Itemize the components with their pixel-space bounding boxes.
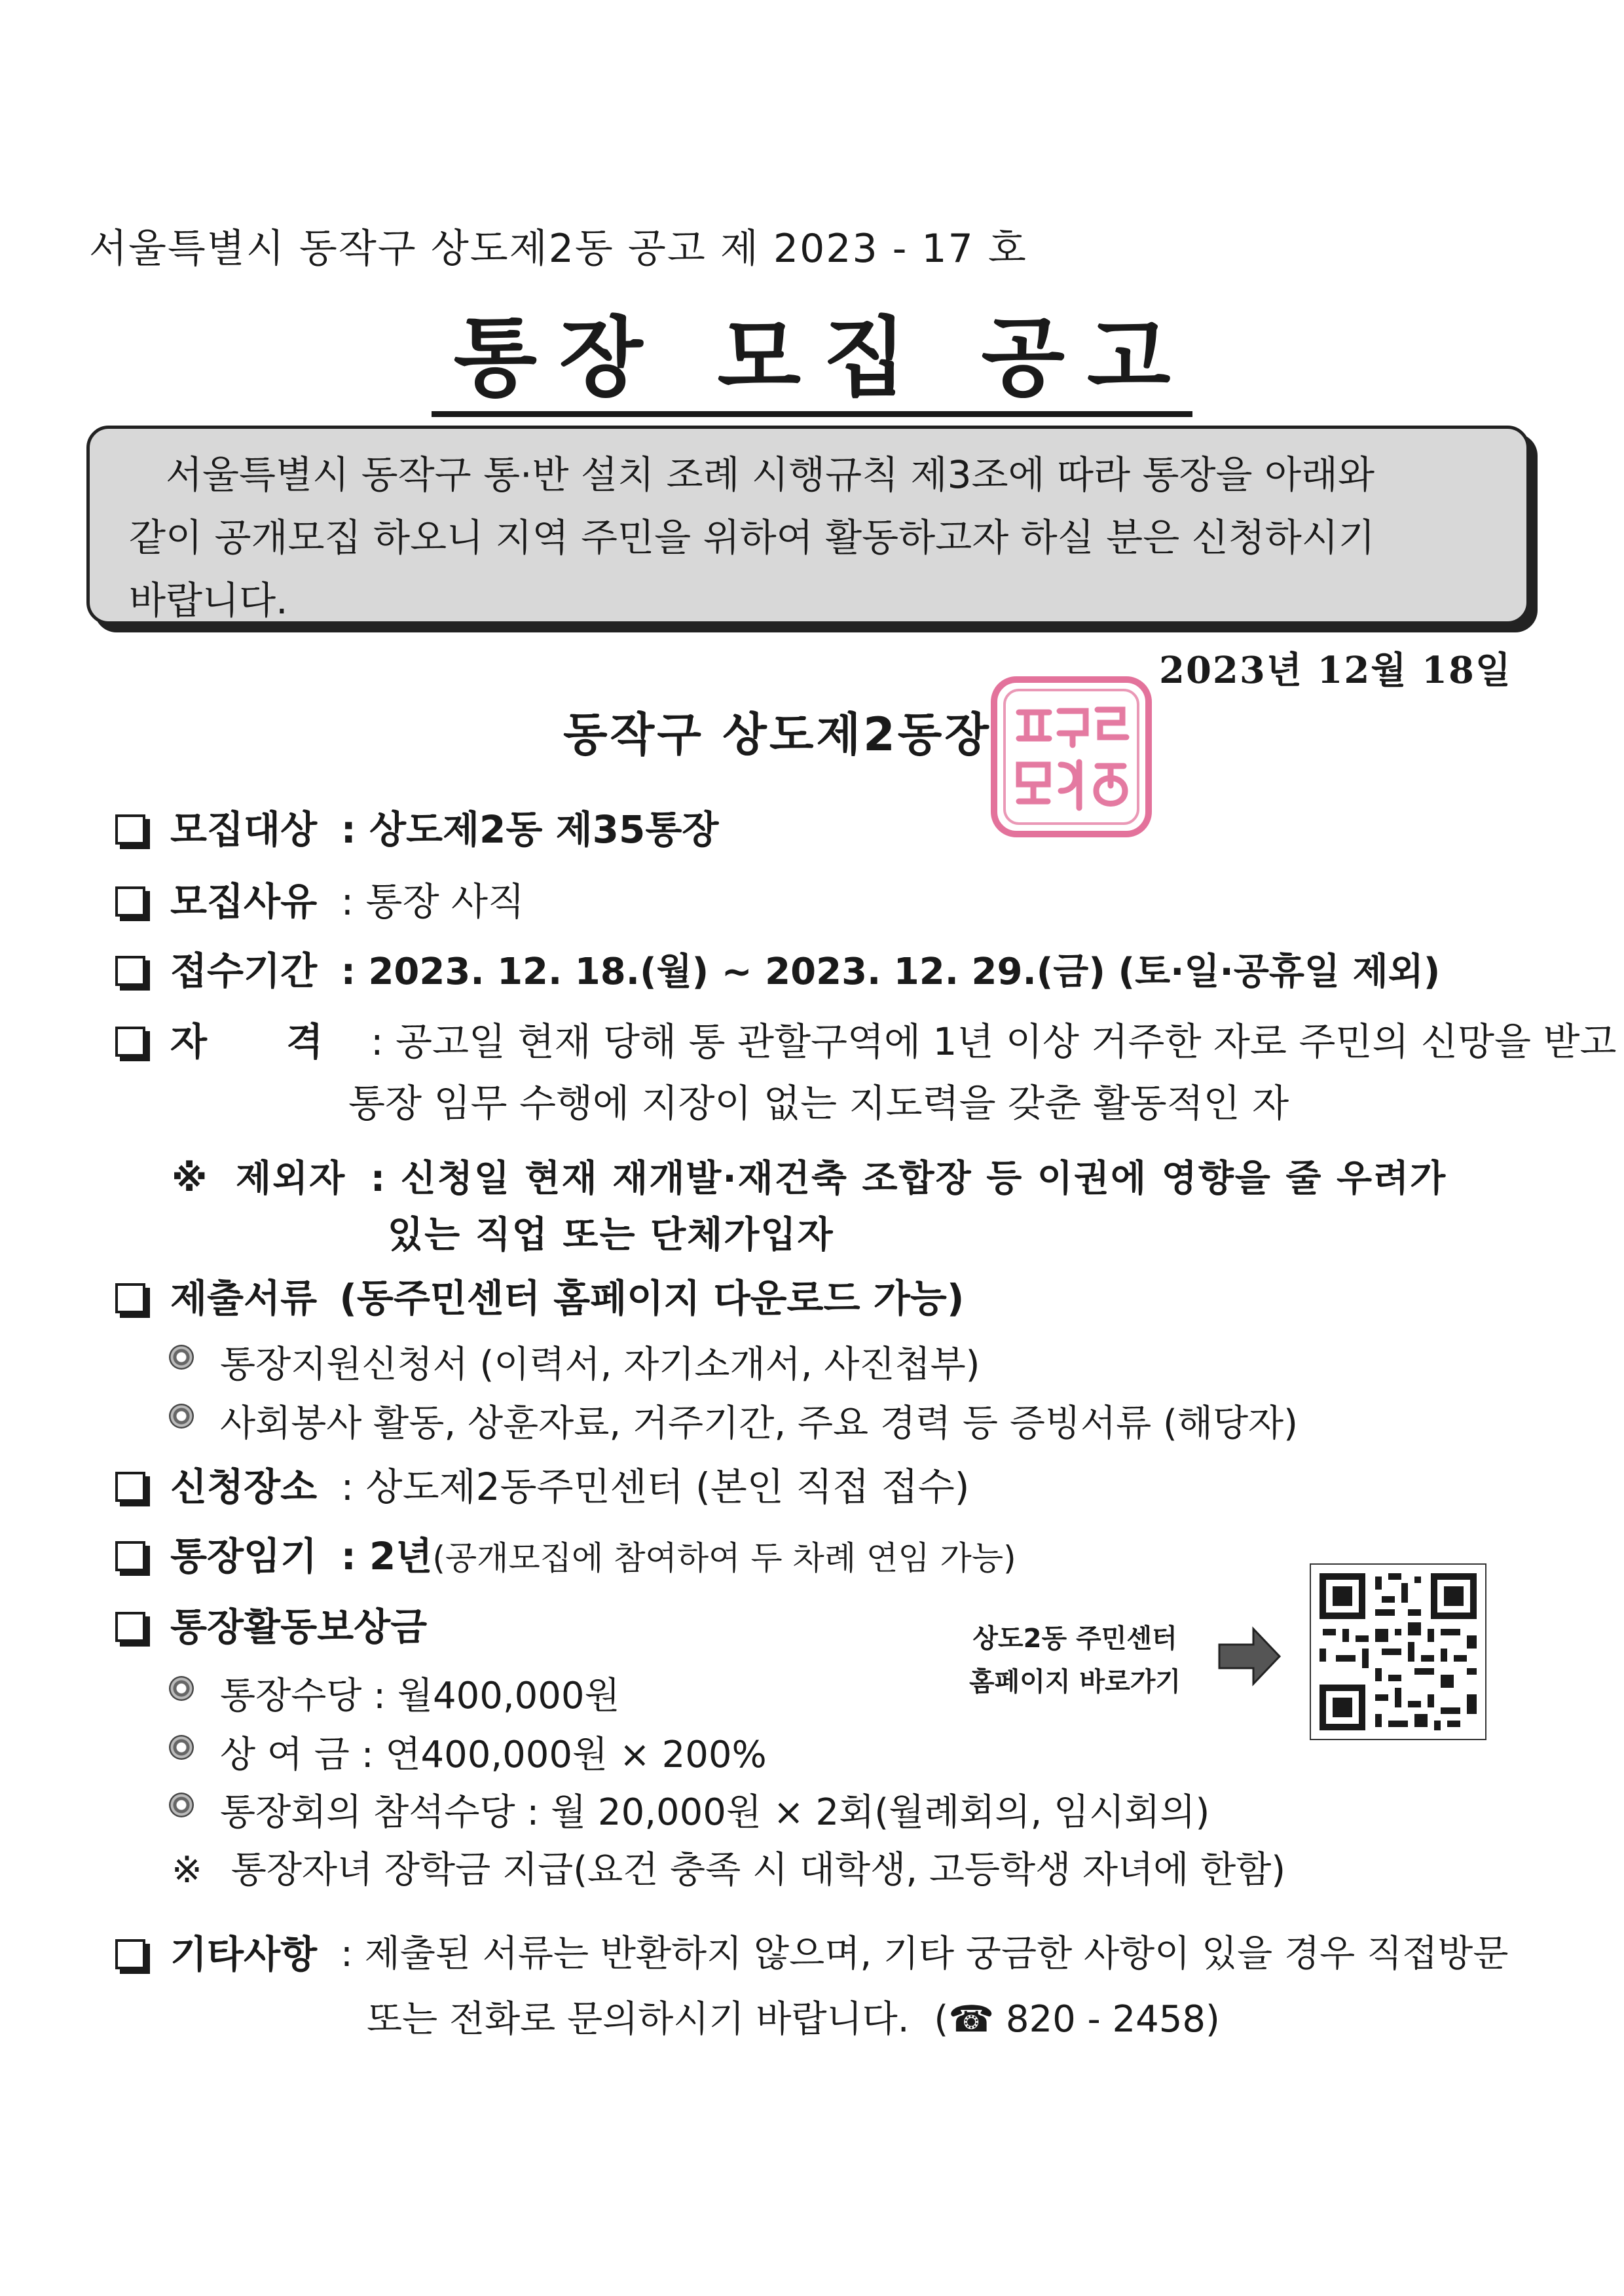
qr-caption-line-2: 홈페이지 바로가기 [969,1667,1181,1697]
exclusion-label: 제외자 [235,1157,346,1200]
circle-bullet-icon [169,1793,194,1817]
circle-bullet-icon [169,1735,194,1760]
page-title-wrapper [0,288,1624,412]
checkbox-square-icon [115,1027,145,1057]
term-note: (공개모집에 참여하여 두 차례 연임 가능) [432,1539,1016,1577]
document-number: 서울특별시 동작구 상도제2동 공고 제 2023 - 17 호 [89,226,1027,272]
checkbox-square-icon [115,1939,145,1969]
checkbox-square-icon [115,956,145,986]
official-seal-icon [987,673,1155,841]
intro-box [86,426,1530,625]
circle-bullet-icon [169,1404,194,1429]
documents-item-1-text: 통장지원신청서 (이력서, 자기소개서, 사진첩부) [220,1343,980,1386]
phone-icon: ☎ [948,1998,994,2041]
circle-bullet-icon [169,1345,194,1370]
compensation-note-text: 통장자녀 장학금 지급(요건 충족 시 대학생, 고등학생 자녀에 한함) [231,1849,1286,1891]
compensation-item-3-text: 통장회의 참석수당 : 월 20,000원 × 2회(월례회의, 임시회의) [220,1791,1210,1834]
intro-line-2: 같이 공개모집 하오니 지역 주민을 위하여 활동하고자 하실 분은 신청하시기 [129,515,1375,560]
documents-label: 제출서류 [170,1276,318,1321]
checkbox-square-icon [115,1472,145,1502]
period-value: : 2023. 12. 18.(월) ~ 2023. 12. 29.(금) (토·일·공휴일 제외) [341,951,1441,993]
intro-line-1: 서울특별시 동작구 통·반 설치 조례 시행규칙 제3조에 따라 통장을 아래와 [166,452,1375,497]
etc-label: 기타사항 [170,1932,318,1977]
checkbox-square-icon [115,814,145,845]
etc-line-1: : 제출된 서류는 반환하지 않으며, 기타 궁금한 사항이 있을 경우 직접방문 [341,1933,1509,1975]
exclusion-line-2: 있는 직업 또는 단체가입자 [388,1214,834,1256]
compensation-item-1-text: 통장수당 : 월400,000원 [220,1675,620,1717]
place-value: : 상도제2동주민센터 (본인 직접 접수) [341,1465,970,1509]
checkbox-square-icon [115,1283,145,1313]
documents-value: (동주민센터 홈페이지 다운로드 가능) [339,1276,965,1321]
exclusion-mark: ※ [172,1157,209,1200]
qr-caption-line-1: 상도2동 주민센터 [972,1624,1177,1654]
term-label: 통장임기 [170,1534,318,1578]
checkbox-square-icon [115,1541,145,1571]
term-value: : 2년 [341,1534,433,1578]
homepage-qr-code[interactable] [1310,1563,1486,1740]
target-label: 모집대상 [170,807,318,852]
reason-value: : 통장 사직 [341,879,525,924]
etc-line-2-wrapper: 또는 전화로 문의하시기 바랍니다. (☎ 820 - 2458) [367,1998,1220,2041]
period-label: 접수기간 [170,949,318,993]
checkbox-square-icon [115,1612,145,1642]
notice-date: 2023년 12월 18일 [1159,649,1512,692]
compensation-note [172,1841,1285,1893]
circle-bullet-icon [169,1676,194,1701]
qualification-line-1: : 공고일 현재 당해 통 관할구역에 1년 이상 거주한 자로 주민의 신망을 받고 [371,1019,1617,1064]
exclusion-note [172,1150,1447,1202]
page-title: 통장 모집 공고 [432,308,1193,417]
qr-caption [969,1617,1181,1704]
target-value: : 상도제2동 제35통장 [341,807,719,852]
exclusion-line-1: : 신청일 현재 재개발·재건축 조합장 등 이권에 영향을 줄 우려가 [370,1157,1447,1200]
documents-item-2-text: 사회봉사 활동, 상훈자료, 거주기간, 주요 경력 등 증빙서류 (해당자) [220,1402,1298,1445]
compensation-note-mark: ※ [172,1849,202,1891]
place-label: 신청장소 [170,1465,318,1509]
intro-line-3: 바랍니다. [129,578,288,623]
checkbox-square-icon [115,886,145,917]
reason-label: 모집사유 [170,879,318,924]
qualification-label: 자 격 [170,1019,323,1064]
qualification-line-2: 통장 임무 수행에 지장이 없는 지도력을 갖춘 활동적인 자 [348,1081,1289,1125]
etc-line-2: 또는 전화로 문의하시기 바랍니다. [367,1998,910,2041]
arrow-right-icon [1217,1624,1282,1689]
compensation-item-2-text: 상 여 금 : 연400,000원 × 200% [220,1734,767,1776]
qr-code-icon [1310,1563,1486,1740]
etc-phone: 820 - 2458) [1005,1998,1220,2041]
compensation-label: 통장활동보상금 [170,1605,428,1649]
issuer-name: 동작구 상도제2동장 [563,708,992,761]
